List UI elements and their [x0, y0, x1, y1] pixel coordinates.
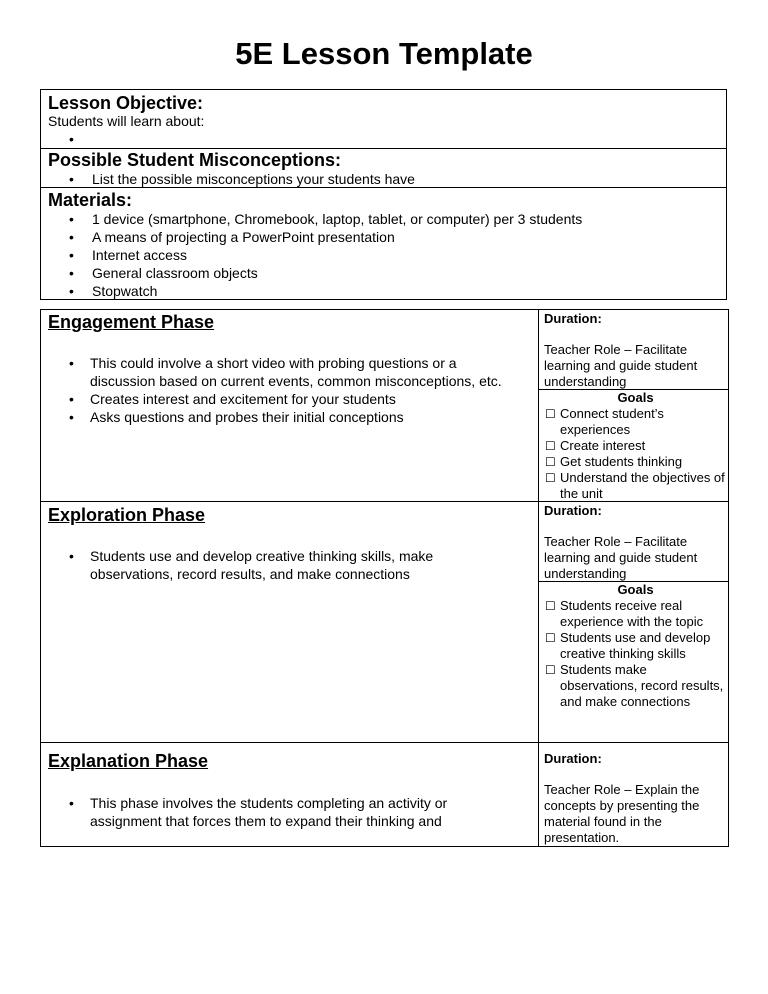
objective-heading: Lesson Objective:: [48, 93, 204, 113]
objective-intro: Students will learn about:: [48, 113, 205, 129]
misconceptions-section: [41, 150, 726, 188]
goal-item: ☐ Understand the objectives of the unit: [544, 470, 727, 502]
goals-heading: Goals: [617, 390, 654, 405]
exploration-phase-title: Exploration Phase: [48, 505, 206, 525]
lesson-info-box: [40, 89, 727, 300]
goals-heading: Goals: [617, 582, 654, 597]
engagement-phase-title: Engagement Phase: [48, 312, 215, 332]
misconceptions-list: [41, 170, 726, 188]
teacher-role: Teacher Role – Facilitate learning and guide student understanding: [544, 342, 698, 389]
goal-item: ☐ Get students thinking: [544, 454, 727, 470]
goal-item: ☐ Create interest: [544, 438, 727, 454]
list-item: • A means of projecting a PowerPoint presentation: [41, 228, 726, 246]
engagement-phase-details: [544, 311, 727, 390]
list-item: • This phase involves the students completing an activity or assignment that forces them to expand their thinking and: [48, 794, 518, 830]
divider: [41, 148, 726, 149]
materials-heading: Materials:: [48, 190, 133, 210]
list-item: • General classroom objects: [41, 264, 726, 282]
teacher-role: Teacher Role – Explain the concepts by presenting the material found in the presentation.: [544, 782, 700, 845]
list-item: • Internet access: [41, 246, 726, 264]
list-item: • Students use and develop creative thinking skills, make observations, record results, and make connections: [48, 547, 518, 583]
goal-item: ☐ Students make observations, record results, and make connections: [544, 662, 727, 710]
objective-section: [41, 93, 726, 130]
goal-item: ☐ Students use and develop creative thinking skills: [544, 630, 727, 662]
duration-label: Duration:: [544, 311, 602, 326]
column-divider: [538, 310, 539, 846]
engagement-phase-body: [48, 354, 518, 426]
materials-section: [41, 190, 726, 300]
divider: [41, 742, 728, 743]
page-title: 5E Lesson Template: [235, 36, 533, 71]
misconceptions-heading: Possible Student Misconceptions:: [48, 150, 342, 170]
phases-table: [40, 309, 729, 847]
list-item: • 1 device (smartphone, Chromebook, laptop, tablet, or computer) per 3 students: [41, 210, 726, 228]
divider: [41, 501, 728, 502]
exploration-phase-goals: [544, 582, 727, 710]
duration-label: Duration:: [544, 751, 602, 766]
divider: [41, 187, 726, 188]
goal-item: ☐ Students receive real experience with the topic: [544, 598, 727, 630]
list-item: • Stopwatch: [41, 282, 726, 300]
materials-list: [41, 210, 726, 300]
goal-item: ☐ Connect student’s experiences: [544, 406, 727, 438]
list-item: • Creates interest and excitement for your students: [48, 390, 518, 408]
exploration-phase-details: [544, 503, 727, 582]
exploration-phase-body: [48, 547, 518, 583]
list-item: • List the possible misconceptions your students have: [41, 170, 726, 188]
list-item: • Asks questions and probes their initial conceptions: [48, 408, 518, 426]
explanation-phase-body: [48, 794, 518, 830]
explanation-phase-details: [544, 751, 727, 846]
teacher-role: Teacher Role – Facilitate learning and guide student understanding: [544, 534, 698, 581]
explanation-phase-title: Explanation Phase: [48, 751, 209, 771]
engagement-phase-goals: [544, 390, 727, 502]
list-item: • This could involve a short video with probing questions or a discussion based on current events, common misconceptions, etc.: [48, 354, 518, 390]
duration-label: Duration:: [544, 503, 602, 518]
